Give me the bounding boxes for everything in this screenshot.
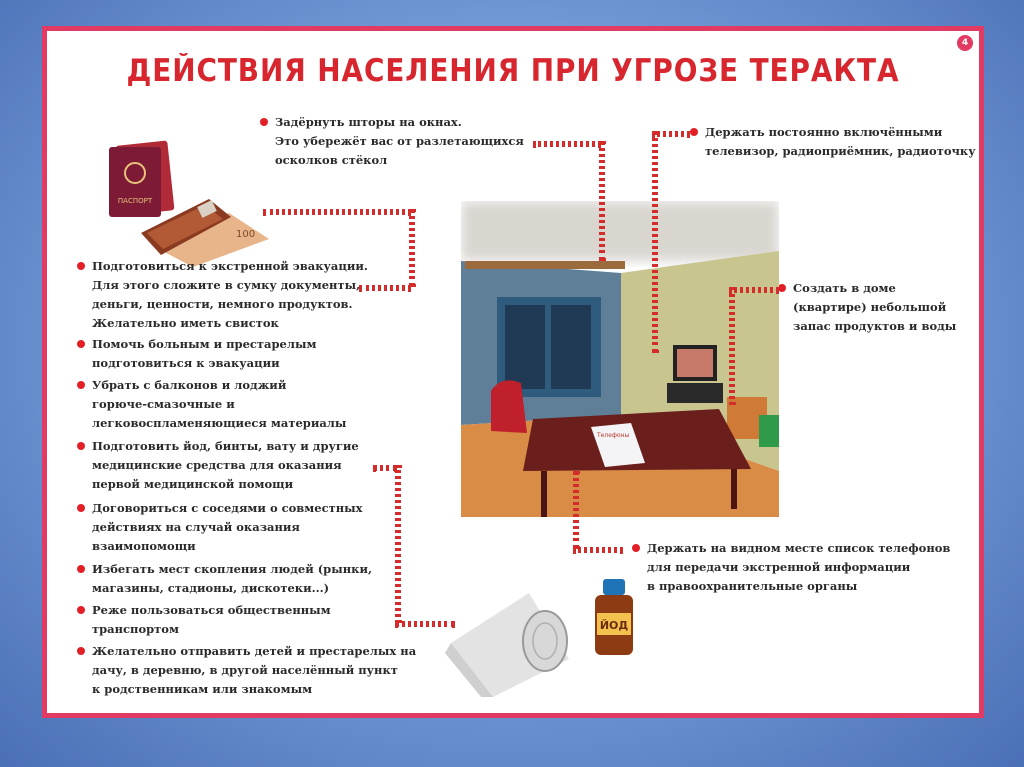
bullet-icon bbox=[77, 565, 85, 573]
passport-label: ПАСПОРТ bbox=[117, 197, 153, 205]
money-label: 100 bbox=[236, 229, 256, 240]
bandage-iodine-illustration bbox=[445, 571, 635, 701]
connector-medical bbox=[373, 465, 397, 471]
tip-public-transport: Реже пользоваться общественным транспортом bbox=[92, 601, 331, 639]
connector-curtains-v bbox=[599, 141, 605, 261]
tip-help-elderly: Помочь больным и престарелым подготовиться к эвакуации bbox=[92, 335, 316, 373]
bullet-icon bbox=[778, 284, 786, 292]
bullet-icon bbox=[77, 340, 85, 348]
connector-phone-list-h bbox=[573, 547, 623, 553]
tip-send-children-away: Желательно отправить детей и престарелых на дачу, в деревню, в другой населённый пункт к родственникам или знакомым bbox=[92, 642, 416, 699]
tip-food-water-supply: Создать в доме (квартире) небольшой запас продуктов и воды bbox=[793, 279, 956, 336]
tip-phone-list: Держать на видном месте список телефонов для передачи экстренной информации в правоохранительные органы bbox=[647, 539, 950, 596]
iodine-label: ЙОД bbox=[599, 619, 629, 632]
connector-documents-h2 bbox=[359, 285, 411, 291]
tip-remove-flammables: Убрать с балконов и лоджий горюче-смазочные и легковоспламеняющиеся материалы bbox=[92, 376, 346, 433]
connector-medical-v bbox=[395, 465, 401, 623]
poster-title: ДЕЙСТВИЯ НАСЕЛЕНИЯ ПРИ УГРОЗЕ ТЕРАКТА bbox=[126, 53, 900, 89]
tip-evacuation-prep: Подготовиться к экстренной эвакуации. Для этого сложите в сумку документы, деньги, ценности, немного продуктов. Желательно иметь свисток bbox=[92, 257, 368, 333]
connector-documents bbox=[263, 209, 411, 215]
tip-close-curtains: Задёрнуть шторы на окнах. Это убережёт вас от разлетающихся осколков стёкол bbox=[275, 113, 524, 170]
poster bbox=[42, 26, 984, 718]
bullet-icon bbox=[77, 442, 85, 450]
connector-medical-h2 bbox=[395, 621, 455, 627]
tip-avoid-crowds: Избегать мест скопления людей (рынки, магазины, стадионы, дискотеки...) bbox=[92, 560, 372, 598]
phone-list-label: Телефоны bbox=[597, 432, 630, 439]
bullet-icon bbox=[77, 647, 85, 655]
bullet-icon bbox=[690, 128, 698, 136]
documents-money-illustration bbox=[101, 137, 271, 267]
bullet-icon bbox=[77, 381, 85, 389]
connector-food-v bbox=[729, 287, 735, 405]
connector-documents-v bbox=[409, 209, 415, 287]
bullet-icon bbox=[77, 262, 85, 270]
page-number-badge: 4 bbox=[957, 35, 973, 51]
tip-neighbors: Договориться с соседями о совместных действиях на случай оказания взаимопомощи bbox=[92, 499, 363, 556]
connector-tv-v bbox=[652, 131, 658, 353]
bullet-icon bbox=[632, 544, 640, 552]
connector-phone-list bbox=[573, 471, 579, 549]
tip-medical-supplies: Подготовить йод, бинты, вату и другие медицинские средства для оказания первой медицинской помощи bbox=[92, 437, 359, 494]
tip-keep-tv-on: Держать постоянно включёнными телевизор, радиоприёмник, радиоточку bbox=[705, 123, 976, 161]
bullet-icon bbox=[77, 504, 85, 512]
bullet-icon bbox=[260, 118, 268, 126]
connector-food bbox=[729, 287, 779, 293]
connector-curtains bbox=[533, 141, 601, 147]
bullet-icon bbox=[77, 606, 85, 614]
